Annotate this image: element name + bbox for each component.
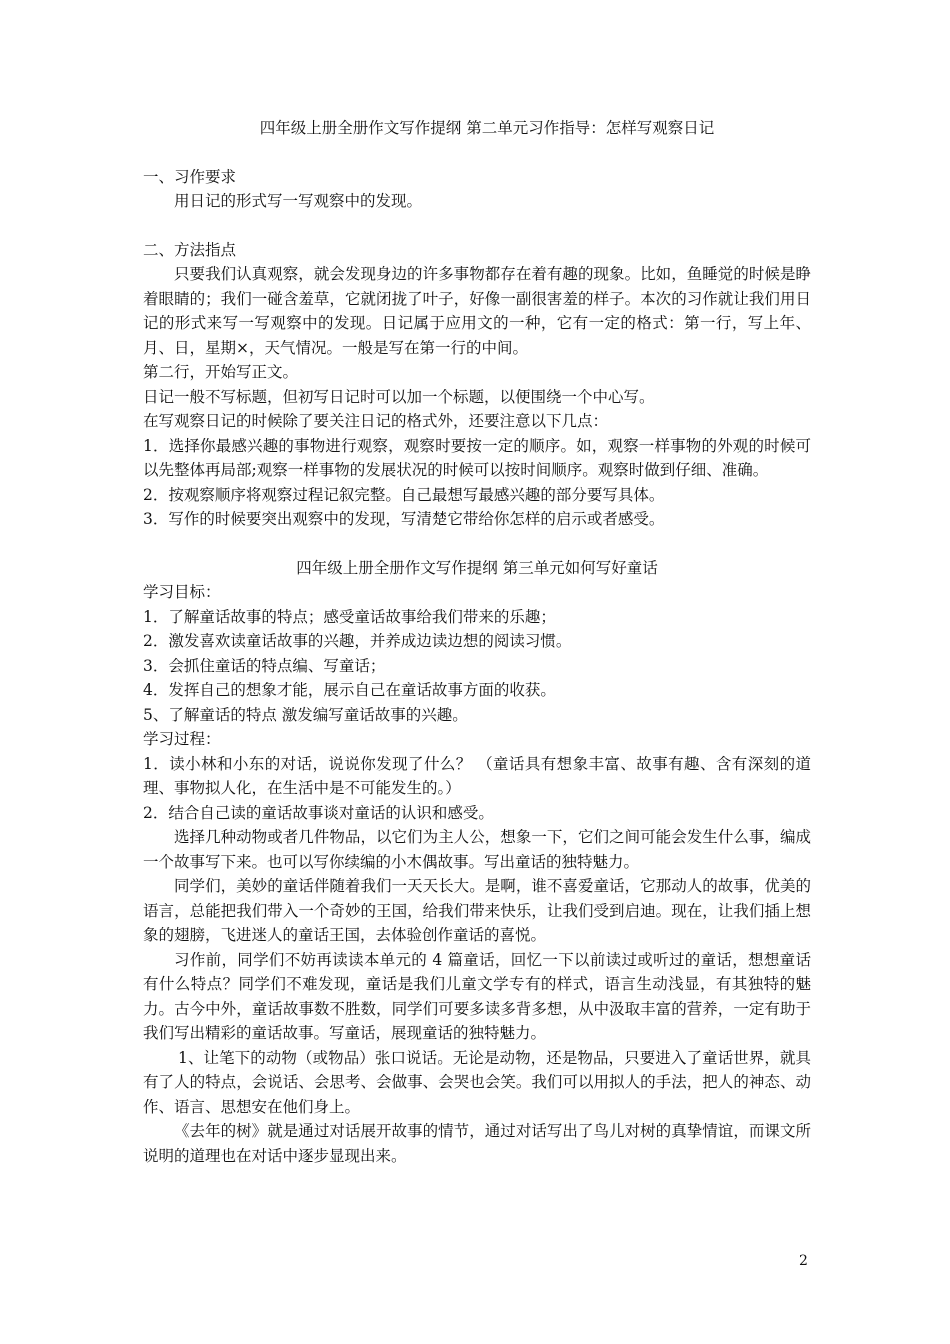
list-item: 3．写作的时候要突出观察中的发现，写清楚它带给你怎样的启示或者感受。 — [143, 510, 665, 528]
paragraph-fairy-tales: 同学们，美妙的童话伴随着我们一天天长大。是啊，谁不喜爱童话，它那动人的故事，优美的语言，总能把我们带入一个奇妙的王国，给我们带来快乐，让我们受到启迪。现在，让我们插上想象的翅膀，飞进迷人的童话王国，去体验创作童话的喜悦。 — [143, 877, 811, 944]
heading-goals: 学习目标： — [143, 583, 221, 601]
paragraph-line-two: 第二行，开始写正文。 — [143, 363, 299, 381]
paragraph-last-years-tree: 《去年的树》就是通过对话展开故事的情节，通过对话写出了鸟儿对树的真挚情谊，而课文所说明的道理也在对话中逐步显现出来。 — [143, 1122, 811, 1165]
heading-process: 学习过程： — [143, 730, 221, 748]
heading-requirements: 一、习作要求 — [143, 167, 237, 186]
list-item: 1．了解童话故事的特点；感受童话故事给我们带来的乐趣； — [143, 607, 556, 626]
page-number: 2 — [799, 1253, 808, 1269]
section-title-unit2: 四年级上册全册作文写作提纲 第二单元习作指导：怎样写观察日记 — [259, 119, 715, 137]
list-item: 3．会抓住童话的特点编、写童话； — [143, 656, 386, 675]
paragraph-choose-animals: 选择几种动物或者几件物品，以它们为主人公，想象一下，它们之间可能会发生什么事，编成一个故事写下来。也可以写你续编的小木偶故事。写出童话的独特魅力。 — [143, 828, 811, 871]
paragraph-before-writing: 习作前，同学们不妨再读读本单元的 4 篇童话，回忆一下以前读过或听过的童话，想想童话有什么特点？同学们不难发现，童话是我们儿童文学专有的样式，语言生动浅显，有其独特的魅力。古今中外，童话故事数不胜数，同学们可要多读多背多想，从中汲取丰富的营养，一定有助于我们写出精彩的童话故事。写童话，展现童话的独特魅力。 — [143, 950, 811, 1042]
requirement-text: 用日记的形式写一写观察中的发现。 — [174, 192, 423, 210]
method-intro-paragraph: 只要我们认真观察，就会发现身边的许多事物都存在着有趣的现象。比如，鱼睡觉的时候是睁着眼睛的；我们一碰含羞草，它就闭拢了叶子，好像一副很害羞的样子。本次的习作就让我们用日记的形式来写一写观察中的发现。日记属于应用文的一种，它有一定的格式：第一行，写上年、月、日，星期×，天气情况。一般是写在第一行的中间。 — [143, 265, 811, 357]
list-item: 4．发挥自己的想象才能，展示自己在童话故事方面的收获。 — [143, 681, 556, 699]
section-title-unit3: 四年级上册全册作文写作提纲 第三单元如何写好童话 — [296, 558, 658, 577]
list-item: 1．读小林和小东的对话，说说你发现了什么？ （童话具有想象丰富、故事有趣、含有深刻的道理、事物拟人化，在生活中是不可能发生的。） — [143, 754, 811, 797]
list-item: 5、了解童话的特点 激发编写童话故事的兴趣。 — [143, 705, 468, 724]
paragraph-make-them-talk: 1、让笔下的动物（或物品）张口说话。无论是动物，还是物品，只要进入了童话世界，就具有了人的特点，会说话、会思考、会做事、会哭也会笑。我们可以用拟人的手法，把人的神态、动作、语言、思想安在他们身上。 — [143, 1048, 811, 1116]
list-item: 1．选择你最感兴趣的事物进行观察，观察时要按一定的顺序。如，观察一样事物的外观的时候可以先整体再局部;观察一样事物的发展状况的时候可以按时间顺序。观察时做到仔细、准确。 — [143, 436, 811, 479]
paragraph-notes-intro: 在写观察日记的时候除了要关注日记的格式外，还要注意以下几点： — [143, 412, 609, 430]
list-item: 2．激发喜欢读童话故事的兴趣，并养成边读边想的阅读习惯。 — [143, 632, 572, 650]
list-item: 2．按观察顺序将观察过程记叙完整。自己最想写最感兴趣的部分要写具体。 — [143, 485, 665, 504]
heading-method: 二、方法指点 — [143, 240, 237, 259]
page-content — [143, 116, 811, 1168]
list-item: 2．结合自己读的童话故事谈对童话的认识和感受。 — [143, 803, 494, 822]
paragraph-title-note: 日记一般不写标题，但初写日记时可以加一个标题，以便围绕一个中心写。 — [143, 387, 655, 406]
